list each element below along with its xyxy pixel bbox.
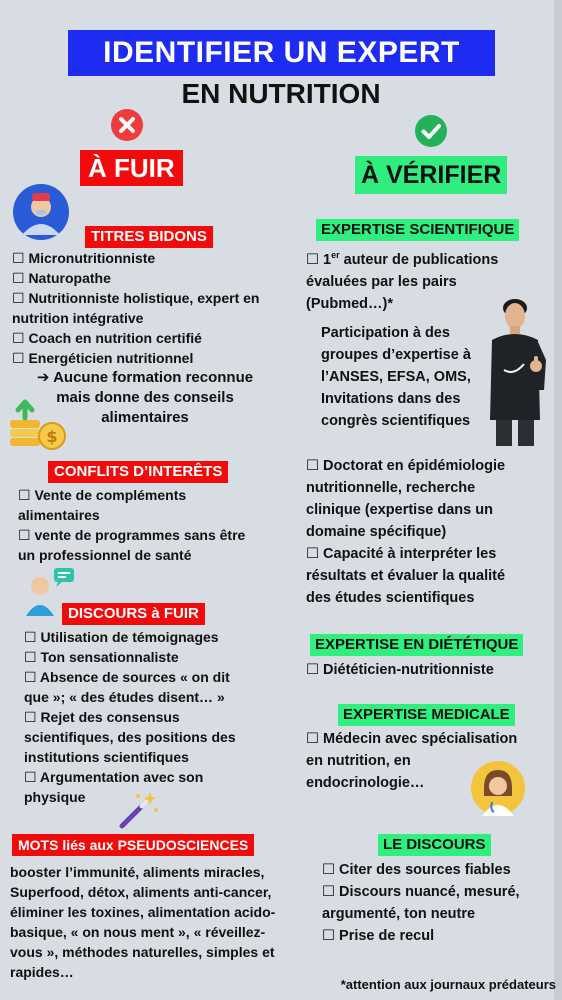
list-item: ☐ Doctorat en épidémiologie — [306, 458, 506, 474]
text-line: vous », méthodes naturelles, simples et — [10, 944, 275, 960]
publications-rest: auteur de publications — [339, 251, 499, 268]
text-line: Invitations dans des — [321, 391, 461, 407]
svg-text:$: $ — [46, 427, 58, 446]
list-item: ☐ Diététicien-nutritionniste — [306, 662, 494, 678]
publications-prefix: ☐ 1 — [306, 251, 332, 268]
list-item: un professionnel de santé — [18, 547, 192, 563]
fake-titles-list — [12, 248, 282, 368]
doctorate-list — [306, 455, 551, 609]
list-item: ☐ Energéticien nutritionnel — [12, 350, 194, 366]
publications-line: (Pubmed…)* — [306, 295, 393, 312]
magic-wand-icon — [118, 788, 160, 830]
footnote: *attention aux journaux prédateurs — [340, 977, 556, 992]
list-item: ☐ Micronutritionniste — [12, 250, 156, 266]
tag-discourse-avoid: DISCOURS à FUIR — [62, 603, 205, 625]
list-item: ☐ Naturopathe — [12, 270, 111, 286]
list-item: ☐ Nutritionniste holistique, expert en — [12, 290, 260, 306]
list-item: ☐ Discours nuancé, mesuré, — [322, 884, 520, 900]
main-title: IDENTIFIER UN EXPERT — [68, 30, 495, 76]
conflicts-list — [18, 485, 288, 565]
tag-right-discourse: LE DISCOURS — [378, 834, 491, 856]
text-line: Participation à des — [321, 325, 450, 341]
text-line: congrès scientifiques — [321, 413, 471, 429]
list-item: en nutrition, en — [306, 753, 411, 769]
right-discourse-list — [322, 859, 552, 947]
main-subtitle: EN NUTRITION — [181, 78, 381, 109]
list-item: scientifiques, des positions des — [24, 729, 236, 745]
list-item: institutions scientifiques — [24, 749, 189, 765]
text-line: rapides… — [10, 964, 74, 980]
list-item: ☐ Argumentation avec son — [24, 769, 204, 785]
list-item: que »; « des études disent… » — [24, 689, 225, 705]
list-item: ☐ Citer des sources fiables — [322, 862, 511, 878]
list-item: ☐ Absence de sources « on dit — [24, 669, 230, 685]
list-item: ☐ Vente de compléments — [18, 487, 187, 503]
note-line: mais donne des conseils — [56, 389, 234, 406]
publications-sup: er — [331, 250, 340, 260]
doctor-woman-icon — [470, 760, 526, 816]
right-edge-strip — [554, 0, 562, 1000]
list-item: ☐ Ton sensationnaliste — [24, 649, 179, 665]
check-icon — [414, 114, 448, 148]
list-item: clinique (expertise dans un — [306, 502, 493, 518]
tag-conflicts: CONFLITS D’INTERÊTS — [48, 461, 228, 483]
list-item: ☐ Coach en nutrition certifié — [12, 330, 202, 346]
list-item: ☐ Utilisation de témoignages — [24, 629, 219, 645]
list-item: ☐ Prise de recul — [322, 928, 435, 944]
tag-dietetic-expertise: EXPERTISE EN DIÉTÉTIQUE — [310, 634, 523, 656]
note-line: alimentaires — [101, 409, 189, 426]
publications-line: évaluées par les pairs — [306, 273, 457, 290]
text-line: Superfood, détox, aliments anti-cancer, — [10, 884, 272, 900]
list-item: nutritionnelle, recherche — [306, 480, 476, 496]
text-line: basique, « on nous ment », « réveillez- — [10, 924, 266, 940]
tag-scientific-expertise: EXPERTISE SCIENTIFIQUE — [316, 219, 519, 241]
participation-text — [321, 322, 491, 432]
text-line: booster l’immunité, aliments miracles, — [10, 864, 265, 880]
money-coins-icon — [8, 398, 66, 456]
list-item: argumenté, ton neutre — [322, 906, 476, 922]
list-item: alimentaires — [18, 507, 100, 523]
list-item: nutrition intégrative — [12, 310, 144, 326]
list-item: des études scientifiques — [306, 590, 475, 606]
avoid-heading: À FUIR — [80, 150, 183, 186]
list-item: résultats et évaluer la qualité — [306, 568, 506, 584]
tag-fake-titles: TITRES BIDONS — [85, 226, 213, 248]
list-item: ☐ vente de programmes sans être — [18, 527, 246, 543]
list-item: endocrinologie… — [306, 775, 425, 791]
text-line: groupes d’expertise à — [321, 347, 471, 363]
tag-pseudoscience-words: MOTS liés aux PSEUDOSCIENCES — [12, 834, 254, 856]
list-item: domaine spécifique) — [306, 524, 447, 540]
verify-heading: À VÉRIFIER — [355, 156, 507, 194]
doctor-avatar-icon — [12, 183, 70, 241]
x-icon — [110, 108, 144, 142]
tag-medical-expertise: EXPERTISE MEDICALE — [338, 704, 515, 726]
pseudoscience-words — [10, 862, 295, 982]
note-line: ➔ Aucune formation reconnue — [36, 369, 254, 386]
text-line: éliminer les toxines, alimentation acido- — [10, 904, 276, 920]
list-item: ☐ Rejet des consensus — [24, 709, 180, 725]
list-item: ☐ Médecin avec spécialisation — [306, 731, 518, 747]
list-item: physique — [24, 789, 86, 805]
publications-line — [306, 244, 546, 271]
list-item: ☐ Capacité à interpréter les — [306, 546, 497, 562]
text-line: l’ANSES, EFSA, OMS, — [321, 369, 471, 385]
discourse-avoid-list — [24, 627, 284, 807]
expert-person-photo — [486, 290, 550, 448]
dietetic-list — [306, 659, 551, 681]
